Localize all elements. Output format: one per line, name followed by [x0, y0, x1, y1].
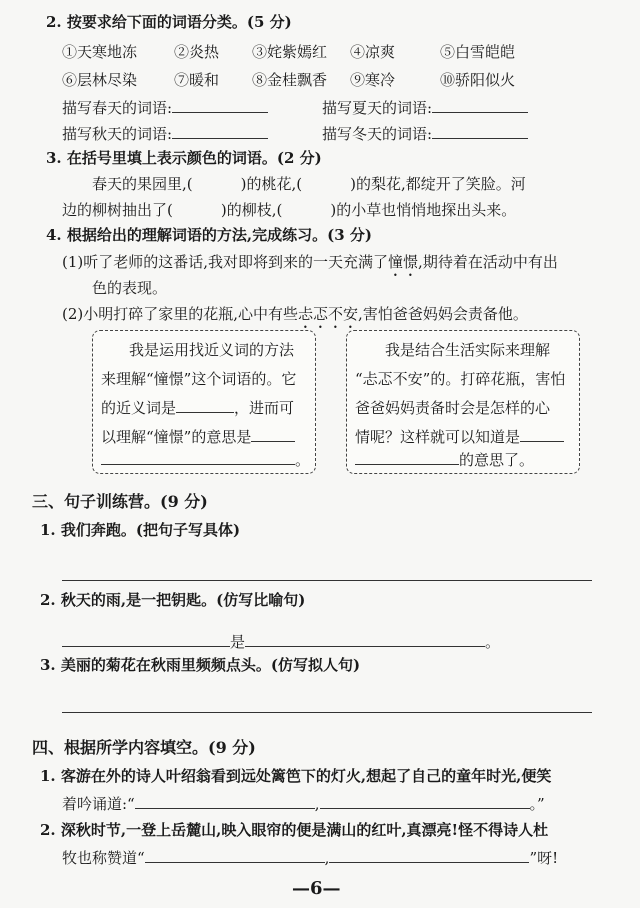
word-1: ①天寒地冻 [62, 43, 138, 61]
page-number: —6— [292, 878, 341, 899]
q3-line2 [62, 200, 516, 220]
poem-blank-1[interactable] [135, 792, 315, 809]
winter-label: 描写冬天的词语: [322, 125, 433, 143]
summer-label: 描写夏天的词语: [322, 99, 433, 117]
sec3-q1-answer-line[interactable] [62, 580, 592, 581]
simile-period: 。 [485, 633, 501, 651]
word-6: ⑥层林尽染 [62, 71, 138, 89]
q3-text: 边的柳树抽出了( [62, 201, 173, 219]
box2-text: 的意思了。 [459, 451, 535, 469]
feeling-blank-b[interactable] [355, 448, 459, 465]
sec4-q2-line2 [62, 846, 558, 868]
box1-text: 。 [295, 451, 311, 469]
q4-s1-text: (1)听了老师的这番话,我对即将到来的一天充满了 [62, 253, 389, 271]
poem-blank-2[interactable] [320, 792, 530, 809]
winter-row [322, 122, 528, 144]
q3-line1 [92, 174, 526, 194]
box2-line2: “忐忑不安”的。打碎花瓶，害怕 [355, 370, 566, 388]
box1-text: 的近义词是 [101, 399, 177, 417]
box2-line5 [355, 445, 534, 476]
sec4-q2-text: 牧也称赞道“ [62, 849, 145, 867]
q4-s1-cont: 色的表现。 [92, 279, 168, 297]
sec4-q2-line1: 2. 深秋时节,一登上岳麓山,映入眼帘的便是满山的红叶,真漂亮!怪不得诗人杜 [40, 821, 549, 839]
sec3-q3-answer-line[interactable] [62, 712, 592, 713]
sec3-q2: 2. 秋天的雨,是一把钥匙。(仿写比喻句) [40, 591, 306, 609]
sec4-q1-text: , [314, 795, 320, 813]
sec4-q1-text: 着吟诵道:“ [62, 795, 135, 813]
word-2: ②炎热 [174, 43, 220, 61]
section-3-title: 三、句子训练营。(9 分) [32, 492, 208, 511]
sec3-q3: 3. 美丽的菊花在秋雨里频频点头。(仿写拟人句) [40, 656, 361, 674]
word-10: ⑩骄阳似火 [440, 71, 516, 89]
simile-blank-b[interactable] [245, 630, 485, 647]
section-4-title: 四、根据所学内容填空。(9 分) [32, 738, 256, 757]
q3-text: 春天的果园里,( [92, 175, 193, 193]
spring-label: 描写春天的词语: [62, 99, 173, 117]
q3-title: 3. 在括号里填上表示颜色的词语。(2 分) [46, 149, 322, 167]
winter-blank[interactable] [432, 122, 528, 139]
box1-line2: 来理解“憧憬”这个词语的。它 [101, 370, 297, 388]
q4-s2-text: (2)小明打碎了家里的花瓶,心中有些 [62, 305, 299, 323]
q4-s2-text: ,害怕爸爸妈妈会责备他。 [358, 305, 528, 323]
sec4-q1-line1: 1. 客游在外的诗人叶绍翁看到远处篱笆下的灯火,想起了自己的童年时光,便笑 [40, 767, 552, 785]
q4-s2 [62, 304, 528, 332]
q4-s1-text: ,期待着在活动中有出 [418, 253, 558, 271]
sec4-q2-text: , [324, 849, 330, 867]
q4-s2-keyword: 忐忑不安 [298, 305, 359, 323]
feeling-blank-a[interactable] [520, 425, 564, 442]
sec4-q2-text: ”呀! [529, 849, 559, 867]
q4-title: 4. 根据给出的理解词语的方法,完成练习。(3 分) [46, 226, 372, 244]
q3-text: )的小草也悄悄地探出头来。 [330, 201, 517, 219]
autumn-label: 描写秋天的词语: [62, 125, 173, 143]
sec4-q1-text: 。” [529, 795, 545, 813]
box2-line3: 爸爸妈妈责备时会是怎样的心 [355, 399, 551, 417]
q3-text: )的梨花,都绽开了笑脸。河 [350, 175, 526, 193]
method-box-2 [346, 330, 580, 474]
q4-s1-keyword: 憧憬 [388, 253, 419, 271]
q3-text: )的柳枝,( [220, 201, 283, 219]
word-5: ⑤白雪皑皑 [440, 43, 516, 61]
word-3: ③姹紫嫣红 [252, 43, 328, 61]
box1-text: ，进而可 [234, 399, 295, 417]
meaning-blank-a[interactable] [251, 425, 295, 442]
synonym-blank[interactable] [176, 396, 234, 413]
box2-line1: 我是结合生活实际来理解 [385, 341, 551, 359]
autumn-blank[interactable] [172, 122, 268, 139]
simile-blank-a[interactable] [62, 630, 230, 647]
sec3-q2-answer-row [62, 630, 500, 652]
box1-line3 [101, 393, 294, 424]
meaning-blank-b[interactable] [101, 448, 295, 465]
q2-title: 2. 按要求给下面的词语分类。(5 分) [46, 13, 292, 31]
spring-row [62, 96, 268, 118]
word-8: ⑧金桂飘香 [252, 71, 328, 89]
word-4: ④凉爽 [350, 43, 396, 61]
summer-row [322, 96, 528, 118]
spring-blank[interactable] [172, 96, 268, 113]
box1-line5 [101, 445, 310, 476]
word-9: ⑨寒冷 [350, 71, 396, 89]
box1-text: 以理解“憧憬”的意思是 [101, 428, 252, 446]
summer-blank[interactable] [432, 96, 528, 113]
sec3-q1: 1. 我们奔跑。(把句子写具体) [40, 521, 241, 539]
word-7: ⑦暖和 [174, 71, 220, 89]
q4-s1 [62, 252, 558, 280]
poem-blank-4[interactable] [329, 846, 529, 863]
simile-mid: 是 [230, 633, 246, 651]
autumn-row [62, 122, 268, 144]
q3-text: )的桃花,( [240, 175, 303, 193]
box2-text: 情呢？这样就可以知道是 [355, 428, 521, 446]
poem-blank-3[interactable] [145, 846, 325, 863]
box1-line1: 我是运用找近义词的方法 [129, 341, 295, 359]
method-box-1 [92, 330, 316, 474]
sec4-q1-line2 [62, 792, 545, 814]
